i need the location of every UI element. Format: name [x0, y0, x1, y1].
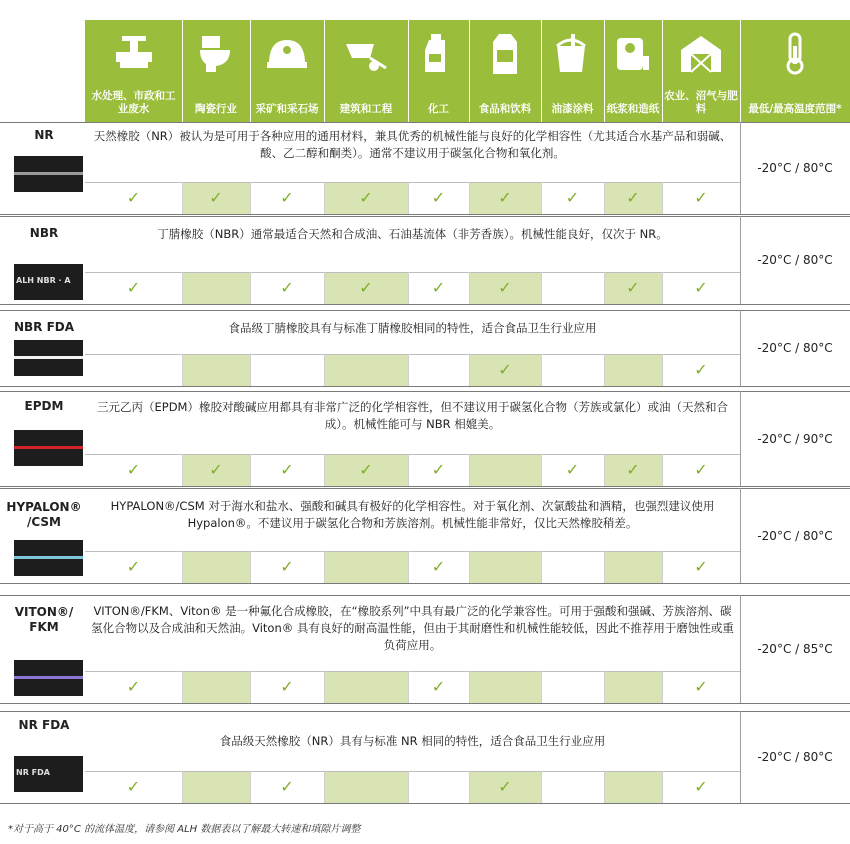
check-icon: ✓ [126, 777, 141, 796]
check-icon: ✓ [126, 460, 141, 479]
cell-divider [324, 771, 325, 803]
temperature-range: -20°C / 90°C [757, 432, 833, 446]
check-icon: ✓ [431, 460, 446, 479]
cell-divider [604, 771, 605, 803]
cell-divider [541, 671, 542, 703]
header-label: 油漆涂料 [551, 103, 594, 115]
shaded-cell [469, 552, 541, 584]
check-icon: ✓ [498, 188, 512, 207]
material-description: HYPALON®/CSM 对于海水和盐水、强酸和碱具有极好的化学相容性。对于氧化剂、次氯酸盐和酒精，也强烈建议使用 Hypalon®。不建议用于碳氢化合物和芳族溶剂。机械性能非常好，仅比天然橡胶稍差。 [110, 499, 715, 530]
material-name: NBR FDA [13, 320, 75, 334]
header-divider [469, 20, 470, 122]
check-icon: ✓ [431, 278, 446, 297]
check-icon: ✓ [280, 677, 294, 696]
check-icon: ✓ [626, 278, 640, 297]
material-name: HYPALON® /CSM [6, 500, 82, 529]
temperature-range: -20°C / 80°C [757, 161, 833, 175]
header-column [541, 20, 604, 122]
header-divider [541, 20, 542, 122]
header-divider [182, 20, 183, 122]
header-label: 食品和饮料 [478, 103, 532, 115]
check-icon: ✓ [126, 278, 141, 297]
header-column [324, 20, 408, 122]
header-column [182, 20, 250, 122]
header-label: 农业、沼气与肥料 [664, 90, 738, 115]
check-icon: ✓ [126, 677, 141, 696]
cell-divider [182, 771, 183, 803]
row-separator [0, 703, 850, 704]
cell-divider [324, 354, 325, 386]
check-icon: ✓ [694, 777, 708, 796]
check-icon: ✓ [565, 460, 580, 479]
material-description: 食品级丁腈橡胶具有与标准丁腈橡胶相同的特性，适合食品卫生行业应用 [228, 321, 597, 335]
shaded-cell [182, 772, 250, 804]
cell-divider [324, 551, 325, 583]
cell-divider [541, 272, 542, 304]
header-divider [250, 20, 251, 122]
header-divider [324, 20, 325, 122]
header-column [250, 20, 324, 122]
header-label: 纸浆和造纸 [606, 103, 660, 115]
check-icon: ✓ [280, 777, 294, 796]
row-separator [0, 711, 850, 712]
check-icon: ✓ [694, 677, 708, 696]
cell-divider [182, 551, 183, 583]
shaded-cell [604, 772, 662, 804]
header-label: 水处理、市政和工业废水 [91, 90, 176, 115]
material-name: NBR [29, 226, 59, 240]
check-icon: ✓ [280, 460, 294, 479]
temperature-range: -20°C / 85°C [757, 642, 833, 656]
hose-stripe [14, 172, 83, 175]
material-description: 丁腈橡胶（NBR）通常最适合天然和合成油、石油基流体（非芳香族）。机械性能良好，仅次于 NR。 [157, 227, 668, 241]
header-label: 最低/最高温度范围* [748, 103, 842, 115]
shaded-cell [324, 355, 408, 387]
header-label: 采矿和采石场 [255, 103, 319, 115]
check-icon: ✓ [359, 188, 373, 207]
check-icon: ✓ [694, 188, 708, 207]
check-icon: ✓ [359, 278, 373, 297]
cell-divider [182, 272, 183, 304]
cell-divider [324, 671, 325, 703]
header-label: 化工 [428, 103, 449, 115]
hose-image [14, 430, 83, 466]
shaded-cell [324, 772, 408, 804]
header-divider [604, 20, 605, 122]
row-separator [0, 488, 850, 489]
shaded-cell [469, 672, 541, 704]
hose-stripe [14, 446, 83, 449]
check-icon: ✓ [694, 360, 708, 379]
row-separator [0, 391, 850, 392]
header-column [408, 20, 469, 122]
shaded-cell [604, 552, 662, 584]
shaded-cell [182, 552, 250, 584]
cell-divider [182, 354, 183, 386]
cell-divider [604, 671, 605, 703]
shaded-cell [604, 355, 662, 387]
cell-divider [408, 354, 409, 386]
footnote: *对于高于 40°C 的流体温度，请参阅 ALH 数据表以了解最大转速和填隙片调整 [8, 824, 361, 835]
check-icon: ✓ [280, 278, 294, 297]
material-description: 天然橡胶（NR）被认为是可用于各种应用的通用材料，兼具优秀的机械性能与良好的化学相容性（尤其适合水基产品和弱碱、酸、乙二醇和酮类）。通常不建议用于碳氢化合物和氧化剂。 [93, 129, 732, 160]
temperature-range: -20°C / 80°C [757, 253, 833, 267]
row-separator [0, 216, 850, 217]
row-separator [0, 386, 850, 387]
header-label: 陶瓷行业 [195, 103, 237, 115]
row-separator [0, 304, 850, 305]
shaded-cell [604, 672, 662, 704]
check-icon: ✓ [431, 677, 446, 696]
check-icon: ✓ [209, 460, 223, 479]
check-icon: ✓ [694, 557, 708, 576]
check-icon: ✓ [431, 557, 446, 576]
cell-divider [469, 551, 470, 583]
check-icon: ✓ [431, 188, 446, 207]
hose-print: NR FDA [16, 768, 50, 777]
hose-image [14, 156, 83, 192]
check-icon: ✓ [126, 557, 141, 576]
cell-divider [541, 771, 542, 803]
temperature-range: -20°C / 80°C [757, 341, 833, 355]
cell-divider [182, 671, 183, 703]
check-icon: ✓ [626, 460, 640, 479]
shaded-cell [182, 355, 250, 387]
shaded-cell [182, 672, 250, 704]
row-separator [0, 595, 850, 596]
cell-divider [250, 354, 251, 386]
hose-stripe [14, 676, 83, 679]
header-divider [740, 20, 741, 122]
check-icon: ✓ [209, 188, 223, 207]
cell-divider [604, 354, 605, 386]
row-separator [0, 214, 850, 215]
hose-stripe [14, 356, 83, 359]
header-column [662, 20, 740, 122]
check-icon: ✓ [565, 188, 580, 207]
check-icon: ✓ [498, 360, 512, 379]
check-icon: ✓ [694, 460, 708, 479]
header-temperature [740, 20, 850, 122]
cell-divider [541, 354, 542, 386]
shaded-cell [324, 552, 408, 584]
material-name: EPDM [24, 399, 64, 413]
check-icon: ✓ [126, 188, 141, 207]
check-icon: ✓ [359, 460, 373, 479]
row-separator [0, 122, 850, 123]
header-column [604, 20, 662, 122]
header-label: 建筑和工程 [339, 103, 393, 115]
check-icon: ✓ [498, 278, 512, 297]
material-name: NR [34, 128, 54, 142]
cell-divider [604, 551, 605, 583]
check-icon: ✓ [280, 557, 294, 576]
cell-divider [469, 671, 470, 703]
temperature-range: -20°C / 80°C [757, 529, 833, 543]
hose-print: ALH NBR · A [16, 276, 71, 285]
shaded-cell [182, 273, 250, 305]
shaded-cell [324, 672, 408, 704]
hose-image [14, 340, 83, 376]
material-description: 三元乙丙（EPDM）橡胶对酸碱应用都具有非常广泛的化学相容性，但不建议用于碳氢化合物（芳族或氯化）或油（天然和合成）。机械性能可与 NBR 相媲美。 [97, 400, 728, 431]
material-name: VITON®/ FKM [14, 605, 74, 634]
header-column [85, 20, 182, 122]
check-icon: ✓ [280, 188, 294, 207]
hose-image [14, 756, 83, 792]
row-separator [0, 583, 850, 584]
hose-image [14, 660, 83, 696]
hose-image [14, 264, 83, 300]
row-separator [0, 310, 850, 311]
material-description: 食品级天然橡胶（NR）具有与标准 NR 相同的特性，适合食品卫生行业应用 [219, 734, 606, 748]
cell-divider [469, 454, 470, 486]
header-column [469, 20, 541, 122]
hose-stripe [14, 556, 83, 559]
cell-divider [408, 771, 409, 803]
header-divider [662, 20, 663, 122]
material-name: NR FDA [18, 718, 70, 732]
cell-divider [541, 551, 542, 583]
material-description: VITON®/FKM、Viton® 是一种氟化合成橡胶，在“橡胶系列”中具有最广泛的化学兼容性。可用于强酸和强碱、芳族溶剂、碳氢化合物以及合成油和天然油。Viton® 具有良好的耐高温性能，但由于其耐磨性和机械性能较低，因此不推荐用于磨蚀性或重负荷应用。 [91, 604, 734, 652]
check-icon: ✓ [498, 777, 512, 796]
check-icon: ✓ [626, 188, 640, 207]
shaded-cell [469, 455, 541, 487]
row-separator [0, 803, 850, 804]
check-icon: ✓ [694, 278, 708, 297]
hose-image [14, 540, 83, 576]
row-separator [0, 486, 850, 487]
header-divider [408, 20, 409, 122]
temperature-range: -20°C / 80°C [757, 750, 833, 764]
